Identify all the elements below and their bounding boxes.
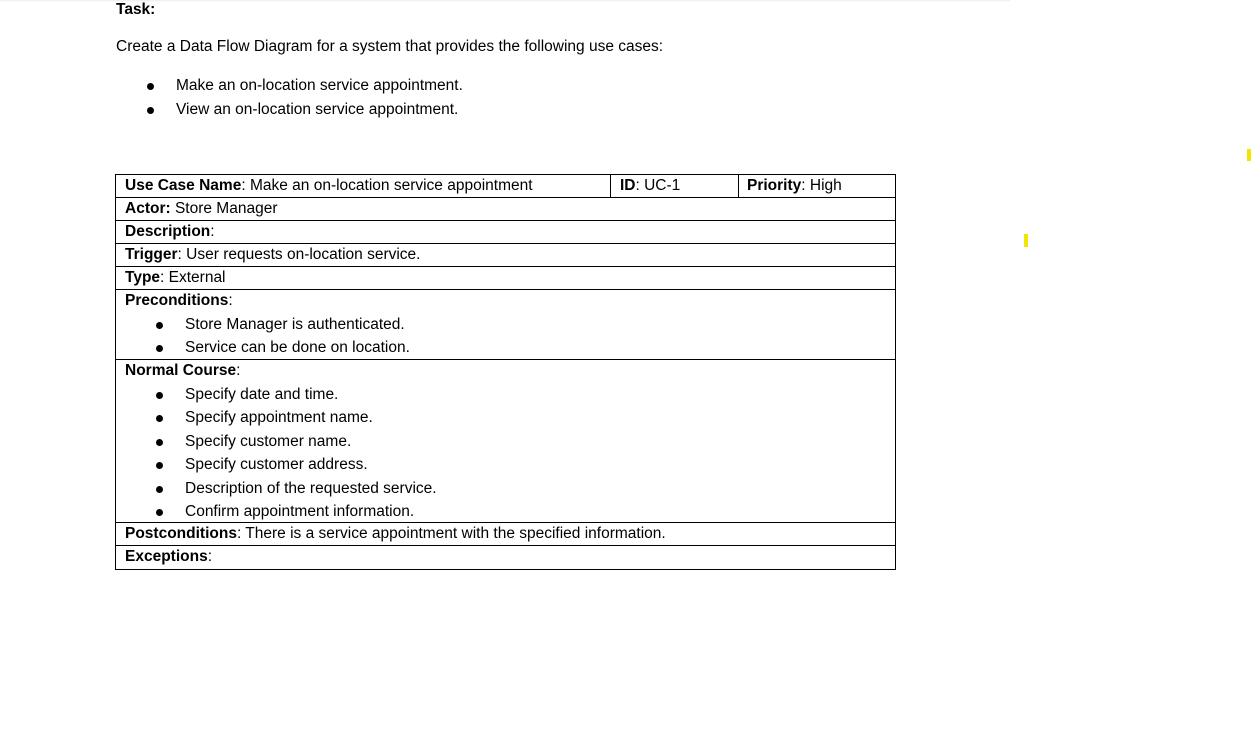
list-item	[116, 406, 895, 429]
normal-course-list	[116, 383, 895, 523]
normal-course-step: Specify customer name.	[185, 432, 352, 450]
use-case-id-value: : UC-1	[635, 177, 681, 194]
list-item	[116, 74, 463, 98]
postconditions-value: : There is a service appointment with the specified information.	[236, 525, 666, 542]
normal-course-step: Specify appointment name.	[185, 409, 373, 427]
bullet-icon	[156, 439, 163, 446]
description-label: Description	[125, 223, 211, 240]
table-header-row	[116, 175, 895, 198]
bullet-icon	[147, 107, 154, 114]
postconditions-row	[116, 523, 895, 546]
task-intro: Create a Data Flow Diagram for a system that provides the following use cases:	[116, 38, 664, 55]
list-item	[116, 313, 895, 336]
exceptions-value: :	[207, 548, 213, 565]
description-value: :	[210, 223, 215, 240]
use-case-priority-cell	[739, 175, 895, 197]
bullet-icon	[156, 392, 163, 399]
normal-course-step: Confirm appointment information.	[185, 502, 415, 520]
actor-label: Actor:	[125, 200, 171, 217]
normal-course-title	[116, 360, 895, 383]
actor-value: Store Manager	[170, 200, 278, 217]
trigger-row	[116, 244, 895, 267]
exceptions-label: Exceptions	[125, 548, 208, 565]
highlight-mark	[1247, 149, 1251, 161]
trigger-label: Trigger	[125, 246, 178, 263]
precondition-text: Store Manager is authenticated.	[185, 316, 405, 333]
actor-row	[116, 198, 895, 221]
list-item	[116, 336, 895, 359]
preconditions-row	[116, 290, 895, 360]
use-case-list	[116, 74, 463, 122]
list-item	[116, 383, 895, 406]
bullet-icon	[156, 415, 163, 422]
task-heading: Task:	[116, 1, 156, 18]
list-item-text: Make an on-location service appointment.	[176, 77, 463, 94]
preconditions-list	[116, 313, 895, 360]
use-case-table	[115, 174, 896, 570]
preconditions-label: Preconditions	[125, 292, 229, 309]
normal-course-step: Specify date and time.	[185, 386, 339, 403]
precondition-text: Service can be done on location.	[185, 339, 410, 357]
trigger-value: : User requests on-location service.	[177, 246, 421, 263]
list-item	[116, 98, 463, 122]
bullet-icon	[156, 462, 163, 469]
preconditions-suffix: :	[228, 292, 233, 309]
bullet-icon	[156, 509, 163, 516]
preconditions-title	[116, 290, 895, 313]
list-item	[116, 500, 895, 523]
priority-value: : High	[801, 177, 842, 194]
type-value: : External	[160, 269, 226, 286]
bullet-icon	[147, 83, 154, 90]
normal-course-suffix: :	[236, 362, 241, 379]
list-item	[116, 477, 895, 500]
list-item-text: View an on-location service appointment.	[176, 101, 459, 118]
bullet-icon	[156, 486, 163, 493]
bullet-icon	[156, 345, 163, 352]
description-row	[116, 221, 895, 244]
type-label: Type	[125, 269, 161, 286]
normal-course-row	[116, 360, 895, 523]
postconditions-label: Postconditions	[125, 525, 237, 542]
use-case-name-value: : Make an on-location service appointment	[241, 177, 533, 194]
list-item	[116, 453, 895, 476]
bullet-icon	[156, 322, 163, 329]
highlight-mark	[1024, 234, 1028, 247]
normal-course-step: Specify customer address.	[185, 456, 368, 474]
use-case-name-cell	[116, 175, 611, 197]
normal-course-step: Description of the requested service.	[185, 479, 437, 497]
use-case-id-label: ID	[620, 177, 636, 194]
type-row	[116, 267, 895, 290]
normal-course-label: Normal Course	[125, 362, 237, 379]
priority-label: Priority	[747, 177, 802, 194]
list-item	[116, 430, 895, 453]
use-case-id-cell	[611, 175, 739, 197]
exceptions-row	[116, 546, 895, 569]
use-case-name-label: Use Case Name	[125, 177, 242, 194]
